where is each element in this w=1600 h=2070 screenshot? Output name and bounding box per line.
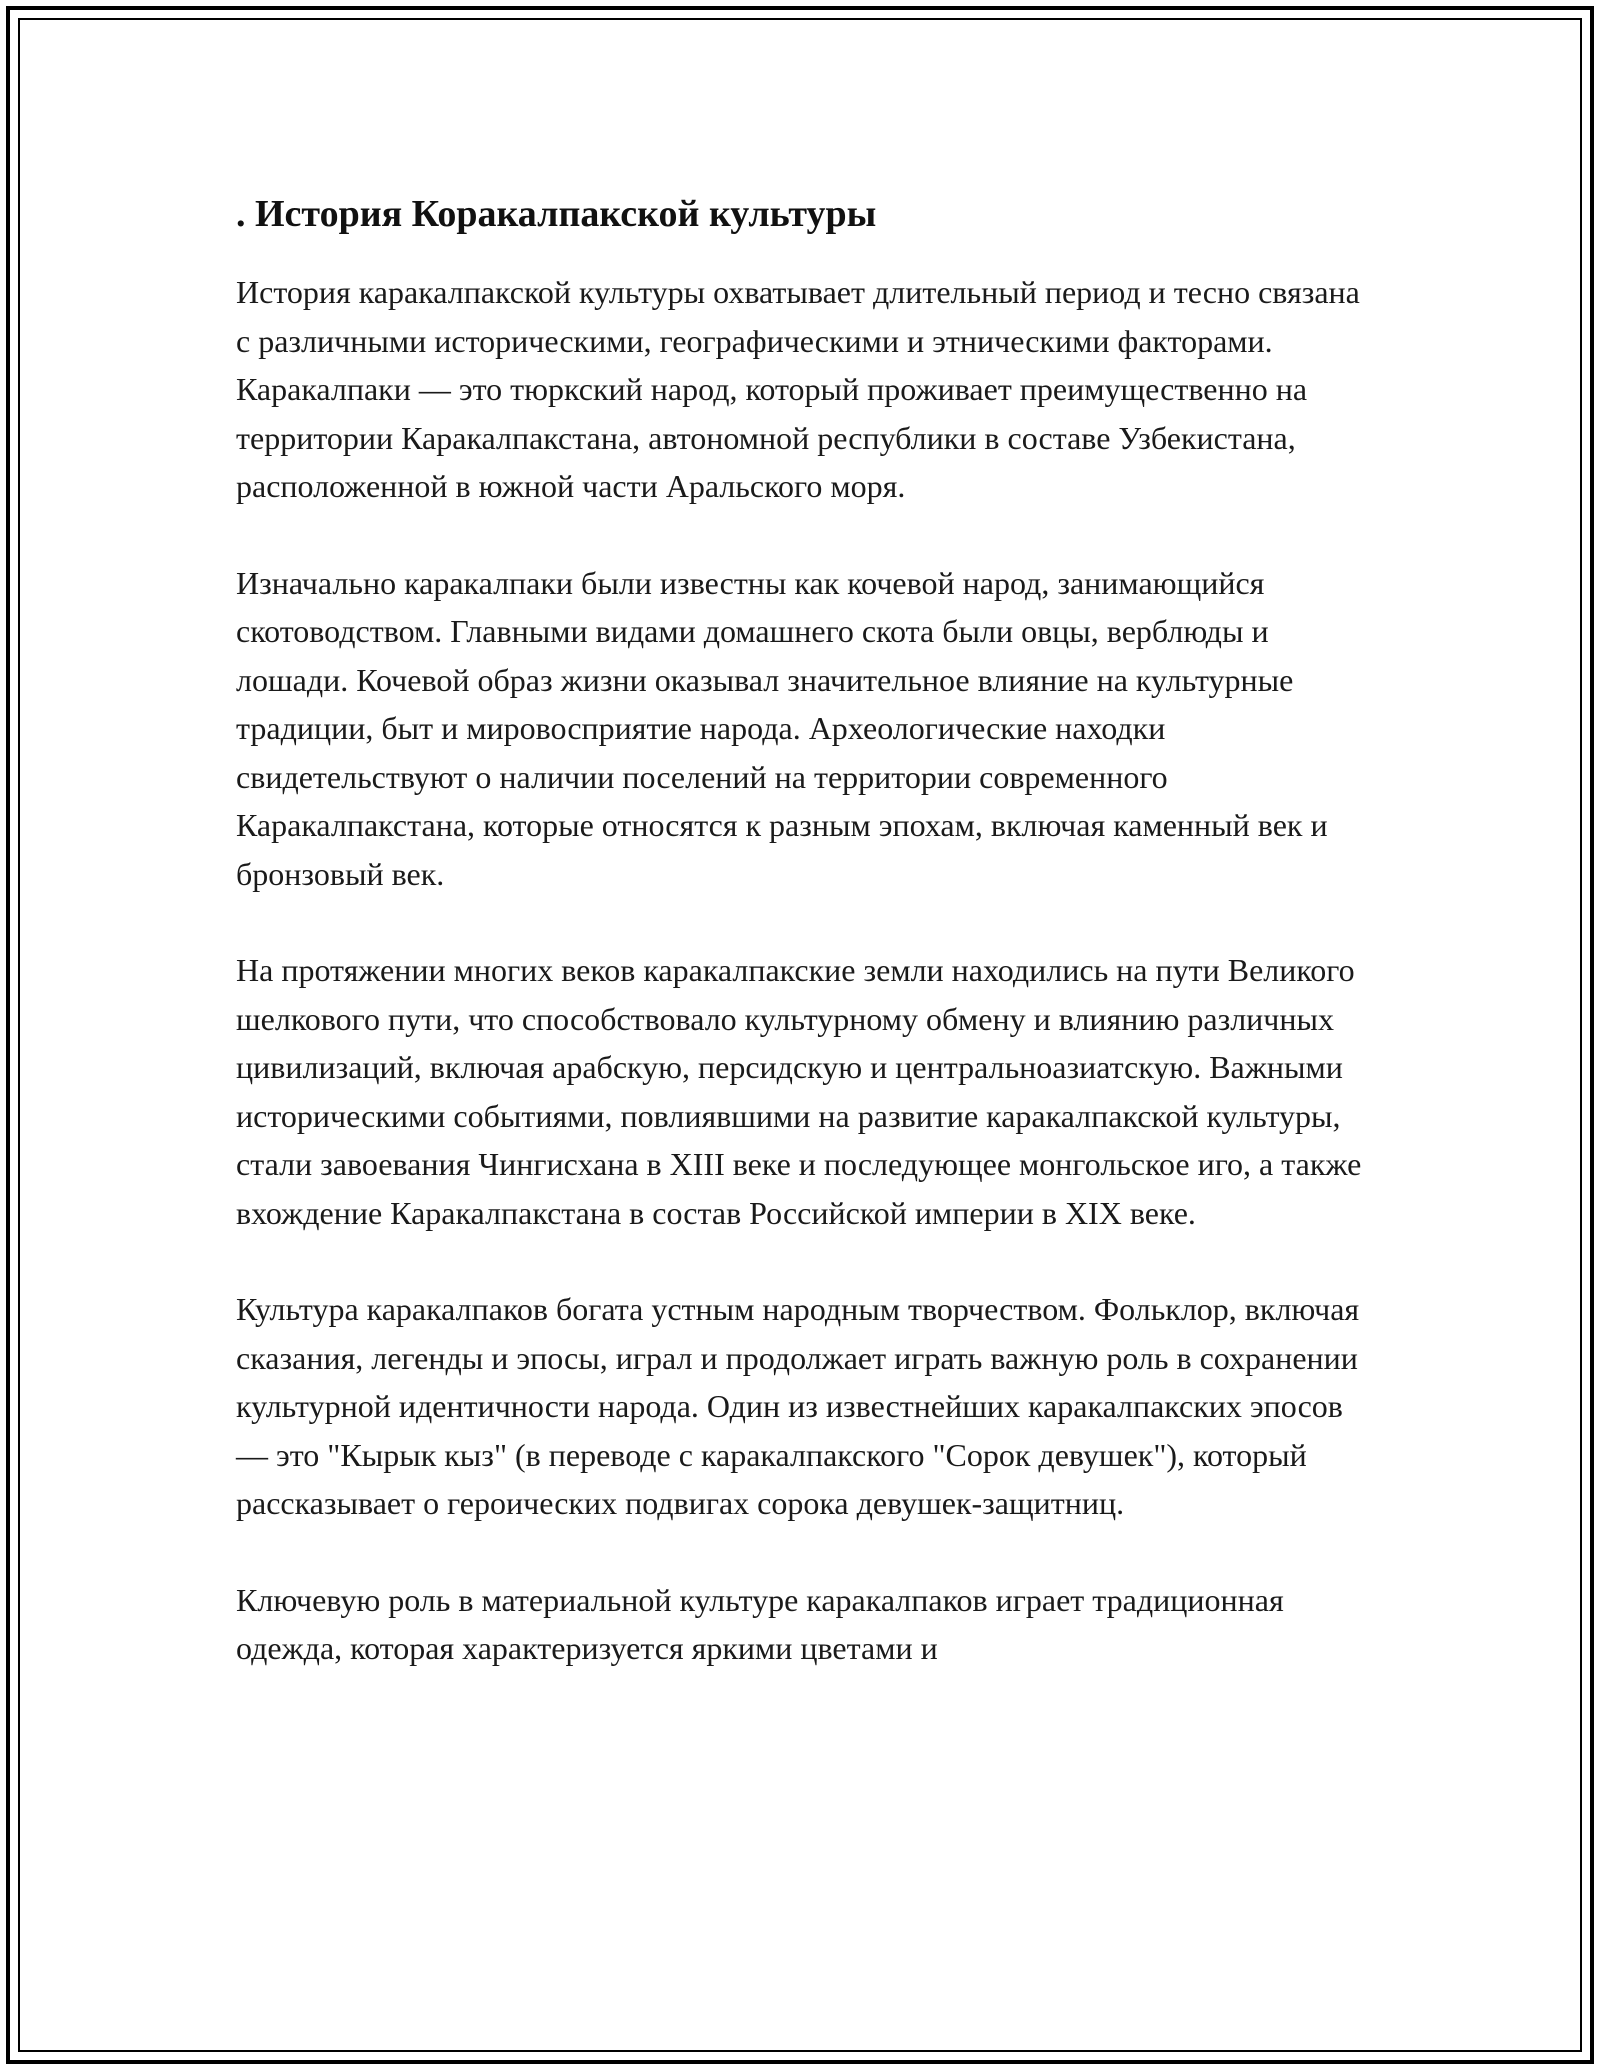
- document-title: . История Коракалпакской культуры: [236, 193, 877, 235]
- paragraph-2: Изначально каракалпаки были известны как кочевой народ, занимающийся скотоводством. Главными видами домашнего скота были овцы, верблюды и лошади. Кочевой образ жизни оказывал значительное влияние на культурные традиции, быт и мировосприятие народа. Археологические находки свидетельствуют о наличии поселений на территории современного Каракалпакстана, которые относятся к разным эпохам, включая каменный век и бронзовый век.: [236, 564, 1328, 892]
- paragraph-1: История каракалпакской культуры охватывает длительный период и тесно связана с различными историческими, географическими и этническими факторами. Каракалпаки — это тюркский народ, который проживает преимущественно на территории Каракалпакстана, автономной республики в составе Узбекистана, расположенной в южной части Аральского моря.: [236, 274, 1360, 504]
- paragraph-4: Культура каракалпаков богата устным народным творчеством. Фольклор, включая сказания, легенды и эпосы, играл и продолжает играть важную роль в сохранении культурной идентичности народа. Один из известнейших каракалпакских эпосов — это "Кырык кыз" (в переводе с каракалпакского "Сорок девушек"), который рассказывает о героических подвигах сорока девушек-защитниц.: [236, 1291, 1360, 1521]
- document-body: [236, 186, 1366, 1721]
- paragraph-3: На протяжении многих веков каракалпакские земли находились на пути Великого шелкового пути, что способствовало культурному обмену и влиянию различных цивилизаций, включая арабскую, персидскую и центральноазиатскую. Важными историческими событиями, повлиявшими на развитие каракалпакской культуры, стали завоевания Чингисхана в XIII веке и последующее монгольское иго, а также вхождение Каракалпакстана в состав Российской империи в XIX веке.: [236, 952, 1362, 1231]
- paragraph-5: Ключевую роль в материальной культуре каракалпаков играет традиционная одежда, которая характеризуется яркими цветами и: [236, 1581, 1284, 1666]
